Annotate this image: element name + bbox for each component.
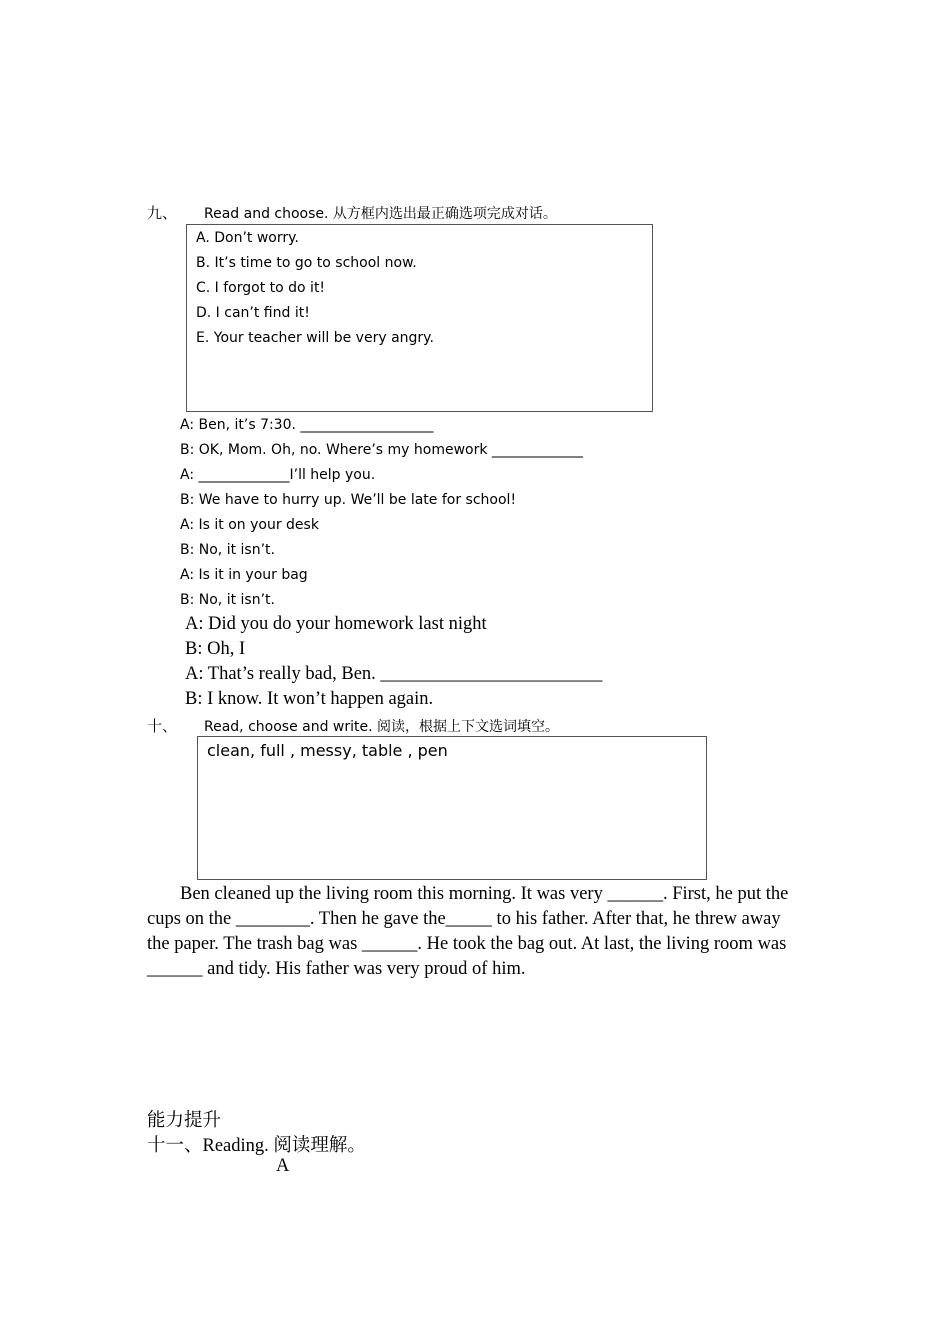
dialogue-line: A: That’s really bad, Ben. ________________________: [185, 664, 603, 684]
dialogue-line: A: Did you do your homework last night: [185, 614, 487, 634]
dialogue-line: B: No, it isn’t.: [180, 592, 275, 608]
section-9-number: 九、: [147, 206, 178, 222]
part-label: A: [276, 1156, 290, 1176]
option-a: A. Don’t worry.: [196, 230, 299, 246]
dialogue-line: A: Is it in your bag: [180, 567, 308, 583]
dialogue-line: B: We have to hurry up. We’ll be late for school!: [180, 492, 517, 508]
word-list: clean, full , messy, table , pen: [207, 741, 448, 760]
passage-text: Ben cleaned up the living room this morning. It was very ______. First, he put the cups on the ________. Then he gave the_____ to his father. After that, he threw away the paper. The trash bag was ______. He took the bag out. At last, the living room was ______ and tidy. His father was very proud of him.: [147, 884, 789, 979]
option-b: B. It’s time to go to school now.: [196, 255, 417, 271]
section-10-instruction: Read, choose and write. 阅读，根据上下文选词填空。: [204, 719, 560, 735]
dialogue-line: B: No, it isn’t.: [180, 542, 275, 558]
word-box: [197, 736, 707, 880]
options-box: [186, 224, 653, 412]
section-9-instruction: Read and choose. 从方框内选出最正确选项完成对话。: [204, 206, 557, 222]
dialogue-line: B: OK, Mom. Oh, no. Where’s my homework _____________: [180, 442, 583, 458]
dialogue-line: A: Ben, it’s 7:30. ___________________: [180, 417, 434, 433]
dialogue-line: B: Oh, I: [185, 639, 246, 659]
option-e: E. Your teacher will be very angry.: [196, 330, 434, 346]
dialogue-line: A: _____________I’ll help you.: [180, 467, 376, 483]
section-heading: 能力提升: [147, 1111, 222, 1131]
option-c: C. I forgot to do it!: [196, 280, 326, 296]
dialogue-line: A: Is it on your desk: [180, 517, 319, 533]
reading-passage: [147, 882, 797, 982]
section-10-number: 十、: [147, 719, 178, 735]
section-11-title: 十一、Reading. 阅读理解。: [147, 1136, 366, 1156]
dialogue-line: B: I know. It won’t happen again.: [185, 689, 434, 709]
option-d: D. I can’t find it!: [196, 305, 310, 321]
